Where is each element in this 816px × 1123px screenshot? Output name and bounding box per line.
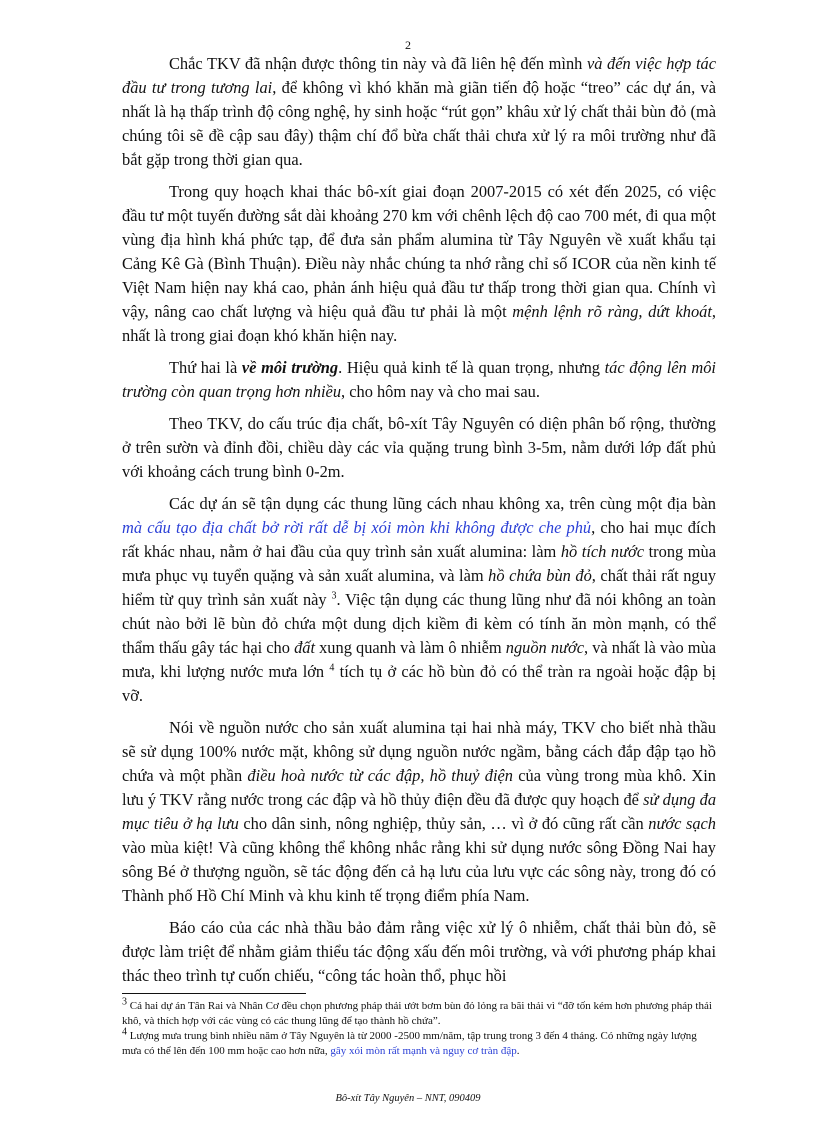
text-run: Các dự án sẽ tận dụng các thung lũng cách nhau không xa, trên cùng một địa bàn [169, 494, 716, 513]
text-run: Thứ hai là [169, 358, 242, 377]
paragraph [122, 916, 716, 988]
text-run: . Việc tận dụng các thung lũng như đã nói không an toàn chút nào bởi lẽ bùn đỏ chứa một dung dịch kiềm đi kèm có tính ăn mòn mạnh, có thể thẩm thấu gây tác hại cho [122, 590, 717, 657]
body-text [122, 52, 716, 996]
paragraph [122, 716, 716, 908]
text-run: sử dụng đa mục tiêu ở hạ lưu [122, 790, 717, 833]
text-run: . Hiệu quả kinh tế là quan trọng, nhưng [338, 358, 605, 377]
footnote-marker: 3 [331, 590, 337, 602]
text-run: , và nhất là vào mùa mưa, khi lượng nước mưa lớn [122, 638, 716, 681]
text-run: và đến việc hợp tác đầu tư trong tương lai [122, 54, 716, 97]
footnote [122, 1026, 716, 1059]
text-run: Theo TKV, do cấu trúc địa chất, bô-xít Tây Nguyên có diện phân bố rộng, thường ở trên sườn và đỉnh đồi, chiều dày các vỉa quặng trung bình 3-5m, nằm dưới lớp đất phủ với khoảng cách trung bình 0-2m. [122, 414, 716, 481]
paragraph [122, 180, 716, 348]
text-run: xung quanh và làm ô nhiễm [315, 638, 506, 657]
text-run: Báo cáo của các nhà thầu bảo đảm rằng việc xử lý ô nhiễm, chất thải bùn đỏ, sẽ được làm triệt để nhằm giảm thiểu tác động xấu đến môi trường, và với phương pháp khai thác theo trình tự cuốn chiếu, “công tác hoàn thổ, phục hồi [122, 918, 716, 985]
footnote-marker: 3 [122, 996, 127, 1008]
footnote-list [122, 996, 716, 1059]
text-run: Chắc TKV đã nhận được thông tin này và đã liên hệ đến mình [169, 54, 587, 73]
text-run: tác động lên môi trường còn quan trọng hơn nhiều [122, 358, 716, 401]
text-run: mệnh lệnh rõ ràng, dứt khoát [512, 302, 712, 321]
text-run: cho dân sinh, nông nghiệp, thủy sản, … vì ở đó cũng rất cần [238, 814, 649, 833]
footnote-marker: 4 [122, 1026, 127, 1038]
text-run: Cả hai dự án Tân Rai và Nhân Cơ đều chọn phương pháp thải ướt bơm bùn đỏ lỏng ra bãi thải vì “đỡ tốn kém hơn phương pháp thải khô, và thích hợp với các vùng có các thung lũng để tạo thành hồ chứa”. [122, 1000, 712, 1027]
text-run: đất [294, 638, 316, 657]
footnote-separator [122, 993, 306, 994]
text-run: Nói về nguồn nước cho sản xuất alumina tại hai nhà máy, TKV cho biết nhà thầu sẽ sử dụng 100% nước mặt, không sử dụng nguồn nước ngầm, bằng cách đắp đập tạo hồ chứa và một phần [122, 718, 716, 785]
text-run: , cho hai mục đích rất khác nhau, nằm ở hai đầu của quy trình sản xuất alumina: làm [122, 518, 716, 561]
text-run: Trong quy hoạch khai thác bô-xít giai đoạn 2007-2015 có xét đến 2025, có việc đầu tư một tuyến đường sắt dài khoảng 270 km với chênh lệch độ cao 700 mét, đi qua một vùng địa hình khá phức tạp, để đưa sản phẩm alumina từ Tây Nguyên về xuất khẩu tại Cảng Kê Gà (Bình Thuận). Điều này nhắc chúng ta nhớ rằng chỉ số ICOR của nền kinh tế Việt Nam hiện nay khá cao, phản ánh hiệu quả đầu tư thấp trong thời gian qua. Chính vì vậy, nâng cao chất lượng và hiệu quả đầu tư phải là một [122, 182, 716, 321]
paragraph [122, 356, 716, 404]
paragraph [122, 412, 716, 484]
footnote-marker: 4 [329, 662, 335, 674]
text-run: nguồn nước [505, 638, 584, 657]
text-run: hồ tích nước [560, 542, 645, 561]
text-run: mà cấu tạo địa chất bở rời rất dễ bị xói mòn khi không được che phủ [122, 518, 592, 537]
text-run: về môi trường [241, 358, 339, 377]
paragraph [122, 492, 716, 708]
text-run: , cho hôm nay và cho mai sau. [341, 382, 540, 401]
page-number: 2 [405, 38, 411, 52]
paragraph [122, 52, 716, 172]
footnotes [122, 993, 716, 1059]
text-run: Lượng mưa trung bình nhiều năm ở Tây Nguyên là từ 2000 -2500 mm/năm, tập trung trong 3 đến 4 tháng. Có những ngày lượng mưa có thể lên đến 100 mm hoặc cao hơn nữa, [122, 1030, 697, 1057]
footnote [122, 996, 716, 1029]
page-footer: Bô-xít Tây Nguyên – NNT, 090409 [335, 1093, 481, 1104]
text-run: . [516, 1045, 520, 1057]
text-run: tích tụ ở các hồ bùn đỏ có thể tràn ra ngoài hoặc đập bị vỡ. [122, 662, 716, 705]
text-run: trong mùa mưa phục vụ tuyển quặng và sản xuất alumina, và làm [122, 542, 717, 585]
text-run: của vùng trong mùa khô. Xin lưu ý TKV rằng nước trong các đập và hồ thủy điện đều đã được quy hoạch để [122, 766, 716, 809]
text-run: , nhất là trong giai đoạn khó khăn hiện nay. [122, 302, 716, 345]
text-run: điều hoà nước từ các đập, hồ thuỷ điện [247, 766, 513, 785]
text-run: nước sạch [648, 814, 716, 833]
text-run: hồ chứa bùn đỏ [488, 566, 592, 585]
text-run: , để không vì khó khăn mà giãn tiến độ hoặc “treo” các dự án, và nhất là hạ thấp trình độ công nghệ, hy sinh hoặc “rút gọn” khâu xử lý chất thải bùn đỏ (mà chúng tôi sẽ đề cập sau đây) thậm chí đổ bừa chất thải chưa xử lý ra môi trường như đã bắt gặp trong thời gian qua. [122, 78, 716, 169]
text-run: gây xói mòn rất mạnh và nguy cơ tràn đập [330, 1045, 517, 1057]
text-run: vào mùa kiệt! Và cũng không thể không nhắc rằng khi sử dụng nước sông Đồng Nai hay sông Bé ở thượng nguồn, sẽ tác động đến cả hạ lưu của lưu vực các sông này, trong đó có Thành phố Hồ Chí Minh và khu kinh tế trọng điểm phía Nam. [122, 838, 716, 905]
text-run: , chất thải rất nguy hiểm từ quy trình sản xuất này [122, 566, 717, 609]
